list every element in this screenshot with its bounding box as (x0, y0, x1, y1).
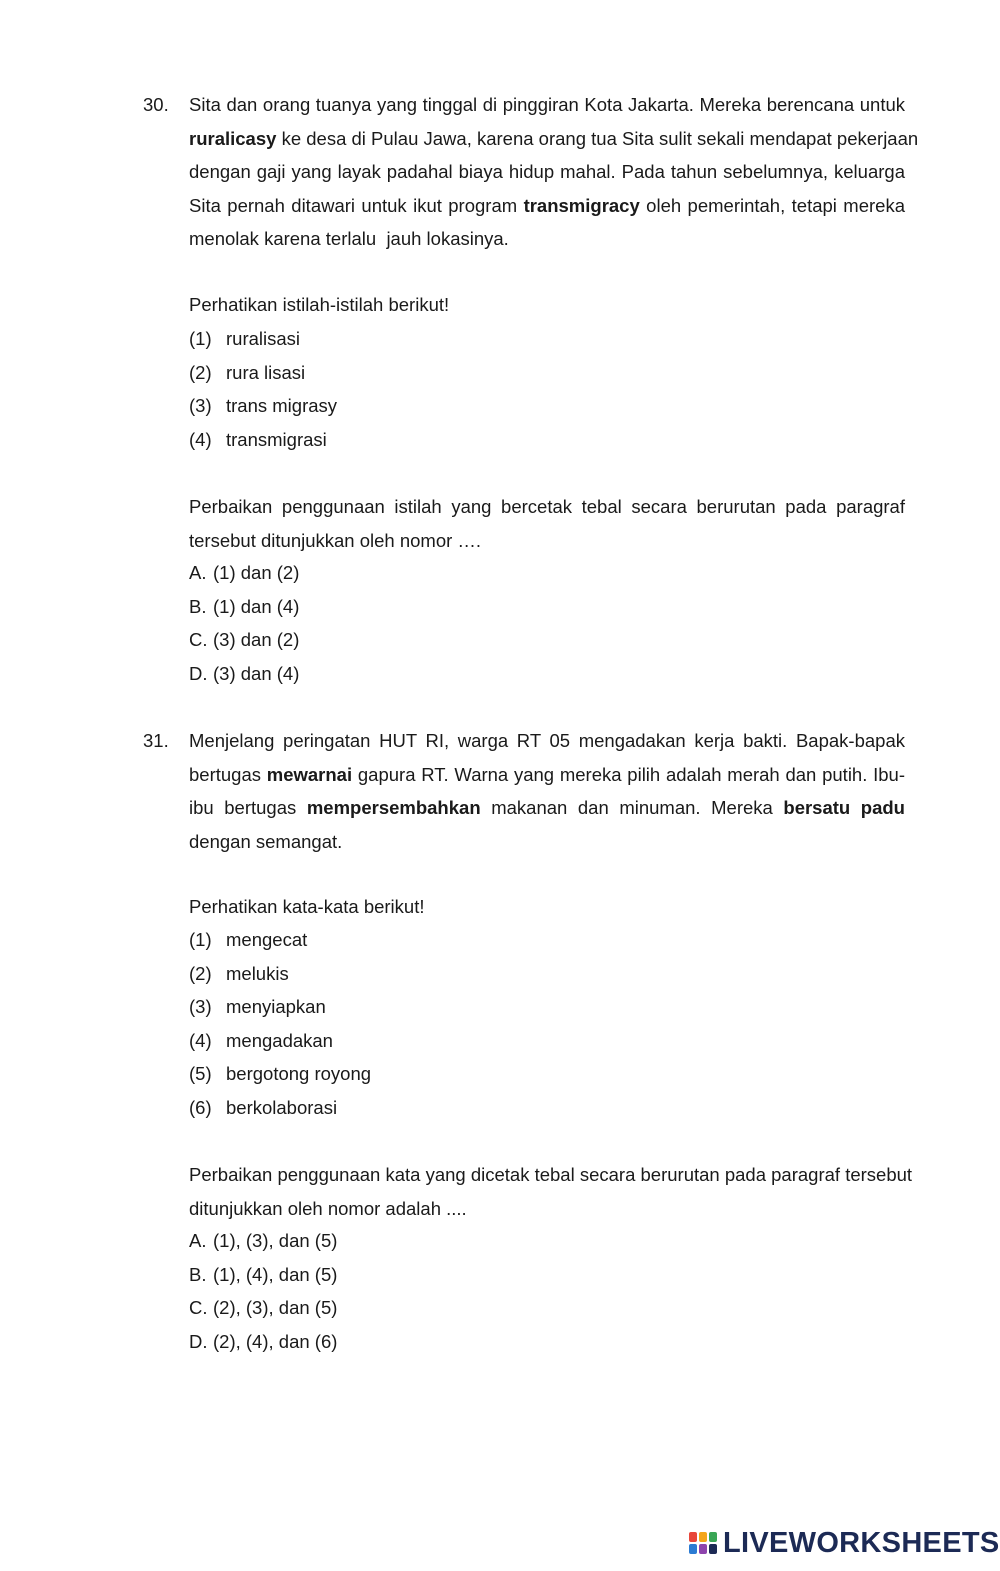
term-number: (4) (189, 428, 212, 450)
text-segment: Menjelang peringatan HUT RI, warga RT 05 mengadakan kerja bakti. Bapak-bapak (189, 730, 905, 751)
terms-prompt: Perhatikan istilah-istilah berikut! (189, 294, 450, 315)
term-text: melukis (226, 962, 289, 984)
term-text: menyiapkan (226, 996, 326, 1017)
term-item (189, 1024, 333, 1058)
question-number: 30. (143, 94, 169, 115)
option-text: (3) dan (2) (213, 629, 300, 650)
text-segment: dengan gaji yang layak padahal biaya hidup mahal. Pada tahun sebelumnya, keluarga (189, 161, 905, 182)
answer-option[interactable] (189, 1291, 337, 1325)
paragraph-line (189, 222, 905, 256)
option-text: (2), (3), dan (5) (213, 1297, 338, 1318)
term-text: mengecat (226, 929, 308, 950)
term-item (189, 423, 327, 457)
term-item (189, 1091, 337, 1125)
text-segment: ibu bertugas (189, 797, 307, 818)
term-text: ruralisasi (226, 328, 301, 349)
answer-option[interactable] (189, 657, 299, 691)
text-segment: oleh pemerintah, tetapi mereka (639, 194, 905, 216)
logo-square (689, 1544, 697, 1554)
text-segment: Sita dan orang tuanya yang tinggal di pinggiran Kota Jakarta. Mereka berencana untuk (189, 94, 905, 115)
paragraph-line (189, 189, 905, 223)
term-number: (3) (189, 996, 212, 1017)
text-segment: Sita pernah ditawari untuk ikut program (189, 194, 524, 216)
terms-prompt: Perhatikan kata-kata berikut! (189, 896, 425, 917)
answer-option[interactable] (189, 556, 299, 590)
option-letter: D. (189, 1330, 208, 1352)
term-text: mengadakan (226, 1029, 333, 1051)
option-letter: A. (189, 562, 207, 583)
text-segment: dengan semangat. (189, 830, 343, 852)
stem-line: Perbaikan penggunaan kata yang dicetak tebal secara berurutan pada paragraf tersebut (189, 1164, 913, 1185)
option-text: (1) dan (2) (213, 562, 300, 583)
bold-term: ruralicasy (189, 127, 277, 149)
option-text: (1) dan (4) (213, 595, 300, 617)
term-number: (6) (189, 1096, 212, 1118)
term-number: (2) (189, 962, 212, 984)
answer-option[interactable] (189, 1258, 337, 1292)
logo-text: LIVEWORKSHEETS (723, 1526, 1000, 1559)
term-text: bergotong royong (226, 1063, 372, 1084)
option-text: (1), (4), dan (5) (213, 1263, 338, 1285)
paragraph-line (189, 122, 919, 156)
term-text: trans migrasy (226, 395, 338, 416)
paragraph-line (189, 88, 905, 122)
paragraph-line (189, 155, 905, 189)
answer-option[interactable] (189, 1224, 337, 1258)
text-segment: menolak karena terlalu jauh lokasinya. (189, 228, 509, 249)
term-number: (3) (189, 395, 212, 416)
question-number: 31. (143, 730, 169, 751)
term-number: (1) (189, 929, 212, 950)
option-letter: B. (189, 595, 207, 617)
option-letter: C. (189, 1297, 208, 1318)
logo-square (709, 1532, 717, 1542)
answer-option[interactable] (189, 1325, 337, 1359)
liveworksheets-logo (689, 1526, 1000, 1560)
paragraph-line (189, 791, 905, 825)
logo-square (689, 1532, 697, 1542)
text-segment: ke desa di Pulau Jawa, karena orang tua Sita sulit sekali mendapat pekerjaan (276, 127, 919, 149)
bold-term: mempersembahkan (306, 797, 481, 818)
option-text: (2), (4), dan (6) (213, 1330, 338, 1352)
term-item (189, 322, 300, 356)
term-text: transmigrasi (226, 428, 327, 450)
stem-line: Perbaikan penggunaan istilah yang bercetak tebal secara berurutan pada paragraf (189, 496, 905, 517)
term-item (189, 1057, 371, 1091)
option-text: (1), (3), dan (5) (213, 1230, 338, 1251)
text-segment: gapura RT. Warna yang mereka pilih adalah merah dan putih. Ibu- (352, 763, 905, 785)
paragraph-line (189, 724, 905, 758)
term-number: (1) (189, 328, 212, 349)
question-paragraph (189, 88, 919, 256)
answer-option[interactable] (189, 590, 299, 624)
question-paragraph (189, 724, 905, 858)
term-text: berkolaborasi (226, 1096, 338, 1118)
term-number: (2) (189, 361, 212, 383)
logo-mark-icon (689, 1532, 717, 1554)
term-item (189, 356, 305, 390)
stem-line: ditunjukkan oleh nomor adalah .... (189, 1197, 467, 1219)
logo-square (699, 1532, 707, 1542)
option-letter: D. (189, 662, 208, 684)
bold-term: transmigracy (523, 194, 640, 216)
logo-square (699, 1544, 707, 1554)
answer-option[interactable] (189, 623, 299, 657)
term-item (189, 923, 307, 957)
term-number: (4) (189, 1029, 212, 1051)
term-number: (5) (189, 1063, 212, 1084)
question-stem (189, 1158, 913, 1225)
term-text: rura lisasi (226, 361, 306, 383)
option-letter: B. (189, 1263, 207, 1285)
option-text: (3) dan (4) (213, 662, 300, 684)
logo-square (709, 1544, 717, 1554)
paragraph-line (189, 758, 905, 792)
question-stem (189, 490, 905, 557)
option-letter: A. (189, 1230, 207, 1251)
term-item (189, 389, 337, 423)
text-segment: makanan dan minuman. Mereka (480, 797, 784, 818)
stem-line: tersebut ditunjukkan oleh nomor …. (189, 529, 482, 551)
bold-term: bersatu padu (783, 797, 905, 818)
text-segment: bertugas (189, 763, 267, 785)
bold-term: mewarnai (266, 763, 353, 785)
paragraph-line (189, 825, 905, 859)
term-item (189, 957, 289, 991)
term-item (189, 990, 326, 1024)
option-letter: C. (189, 629, 208, 650)
